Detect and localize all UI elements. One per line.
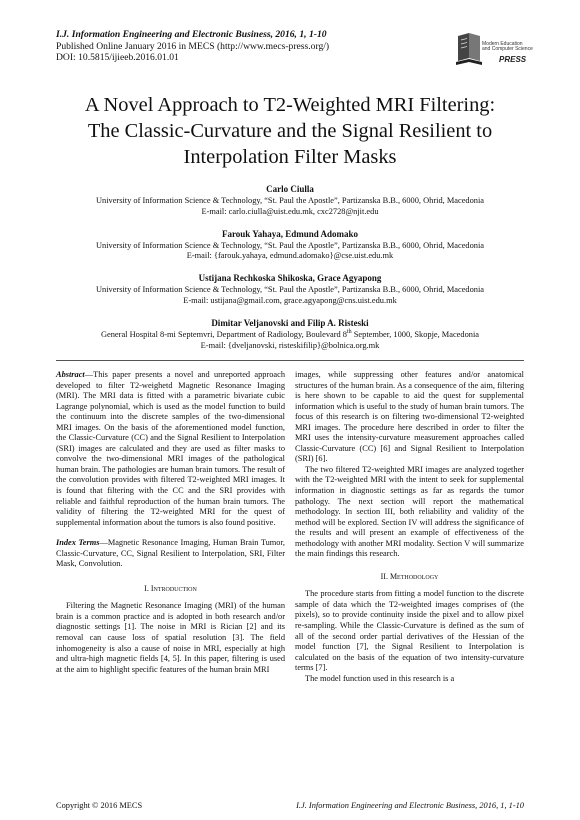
intro-paragraph: Filtering the Magnetic Resonance Imaging (MRI) of the human brain is a common practice and is adopted in both research and/or diagnostic settings [1]. The noise in MRI is Rician [2] and its removal can cause loss of spatial resolution [3]. The field inhomogeneity is also a cause of noise in MRI, especially at high and ultra-high magnetic fields [4, 5]. In this paper, filtering is used at the aim to highlight specific features of the human brain MRI [56, 601, 285, 674]
author-email: E-mail: {farouk.yahaya, edmund.adomako}@cse.uist.edu.mk [186, 251, 394, 261]
methodology-paragraph: The model function used in this research is a [305, 673, 455, 683]
author-email: E-mail: carlo.ciulla@uist.edu.mk, cxc2728@njit.edu [201, 206, 379, 216]
title-line3: Interpolation Filter Masks [183, 146, 397, 168]
author-block [20, 184, 560, 363]
mecs-press-logo [455, 30, 541, 68]
logo-press: PRESS [499, 55, 527, 64]
right-column [295, 370, 524, 684]
abstract [56, 370, 285, 528]
author-name: Dimitar Veljanovski and Filip A. Risteski [211, 318, 369, 329]
logo-text [482, 42, 533, 53]
journal-header [56, 29, 329, 64]
section-heading: I. Introduction [144, 583, 197, 593]
abstract-label: Abstract [56, 370, 85, 379]
affiliation-superscript: th [346, 329, 352, 336]
author-email: E-mail: {dveljanovski, risteskifilip}@bolnica.org.mk [200, 340, 380, 350]
journal-footer: I.J. Information Engineering and Electronic Business, 2016, 1, 1-10 [296, 801, 524, 810]
logo-line2: and Computer Science [482, 46, 533, 53]
title-line1: A Novel Approach to T2-Weighted MRI Filtering: [84, 94, 496, 116]
author-affiliation: University of Information Science & Technology, “St. Paul the Apostle”, Partizanska B.B., 6000, Ohrid, Macedonia [95, 240, 485, 250]
author-affiliation: University of Information Science & Technology, “St. Paul the Apostle”, Partizanska B.B., 6000, Ohrid, Macedonia [95, 285, 485, 295]
abstract-text: —This paper presents a novel and unreported approach developed to filter T2-weighetd Magnetic Resonance Imaging (MRI). The MRI data is fitted with a parametric bivariate cubic Lagrange polynomial, which is used as the model function to build the continuum into the discrete samples of the two-dimensional MRI images. On the basis of the aforementioned model function, the Classic-Curvature (CC) and the Signal Resilient to Interpolation (SRI) images are calculated and they are used as filter masks to convolve the two-dimensional MRI images of the pathological human brain. The pathologies are human brain tumors. The result of the convolution provides with filtered T2-weighted MRI images. It is found that filtering with the CC and the SRI provides with reliable and faithful reproduction of the human brain tumors. The validity of filtering the T2-weighted MRI for the quest of supplemental information about the tumors is also found positive. [56, 370, 285, 527]
doi-line: DOI: 10.5815/ijieeb.2016.01.01 [56, 52, 179, 64]
body-paragraph: images, while suppressing other features and/or anatomical structures of the human brain. As a consequence of the aim, filtering is here shown to be capable to aid the quest for supplemental information which is useful to the study of human brain tumors. The focus of this research is on filtering two-dimensional T2-weighted MRI images. The procedure here described in order to filter the MRI uses the intensity-curvature measurement approaches called Classic-Curvature (CC) [6] and Signal Resilient to Interpolation (SRI) [6]. [295, 370, 524, 464]
affiliation-part: General Hospital 8-mi Septemvri, Department of Radiology, Boulevard 8 [100, 330, 347, 340]
author-affiliation: University of Information Science & Technology, “St. Paul the Apostle”, Partizanska B.B., 6000, Ohrid, Macedonia [95, 196, 485, 205]
journal-line: I.J. Information Engineering and Electronic Business, 2016, 1, 1-10 [56, 29, 327, 40]
index-terms-label: Index Terms [56, 538, 100, 548]
methodology-paragraph: The procedure starts from fitting a model function to the discrete sample of data which the T2-weighted images comprises of (the pixels), so to provide continuity inside the pixel and to allow pixel re-sampling. While the Classic-Curvature is defined as the sum of all of the second order partial derivatives of the Hessian of the model function [7], the Signal Resilient to Interpolation is calculated on the basis of the equation of two intensity-curvature terms [7]. [295, 589, 524, 673]
copyright-footer: Copyright © 2016 MECS [56, 801, 143, 810]
author-group [20, 318, 560, 351]
affiliation-part: September, 1000, Skopje, Macedonia [351, 330, 480, 340]
index-terms [56, 538, 285, 570]
book-icon [455, 32, 483, 66]
paper-title [20, 92, 560, 170]
logo-line1: Modern Education [482, 41, 523, 47]
author-email: E-mail: ustijana@gmail.com, grace.agyapong@cns.uist.edu.mk [183, 295, 397, 305]
author-name: Farouk Yahaya, Edmund Adomako [221, 228, 359, 239]
body-paragraph: The two filtered T2-weighted MRI images are analyzed together with the T2-weighted MRI with the intent to seek for supplemental information in diagnostic settings as far as regards the tumor pathology. The next section will report the mathematical methodology. In section III, both reliability and validity of the method will be explored. Section IV will address the significance of the results and will present an example of effectiveness of the methodology with another MRI modality. Section V will summarize the main findings this research. [295, 464, 524, 559]
author-group [20, 273, 560, 306]
section-heading: II. Methodology [380, 571, 439, 581]
left-column [56, 370, 285, 675]
title-line2: The Classic-Curvature and the Signal Resilient to [87, 120, 493, 142]
divider [56, 360, 524, 361]
index-terms-text: —Magnetic Resonance Imaging, Human Brain Tumor, Classic-Curvature, CC, Signal Resilient to Interpolation, SRI, Filter Mask, Convolution. [56, 538, 285, 569]
author-affiliation [20, 330, 560, 341]
published-line: Published Online January 2016 in MECS (http://www.mecs-press.org/) [56, 40, 330, 52]
author-name: Carlo Ciulla [266, 184, 314, 194]
author-name: Ustijana Rechkoska Shikoska, Grace Agyapong [198, 273, 382, 284]
author-group [20, 184, 560, 217]
author-group [20, 229, 560, 262]
